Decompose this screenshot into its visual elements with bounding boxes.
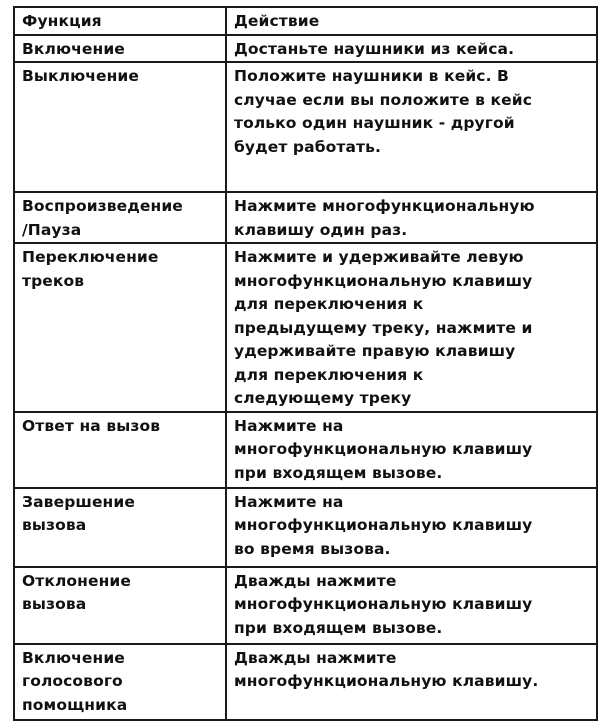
table-header-row bbox=[14, 7, 597, 35]
function-text: Завершение вызова bbox=[22, 492, 135, 534]
table-row bbox=[14, 35, 597, 63]
function-cell bbox=[14, 567, 226, 644]
function-cell bbox=[14, 243, 226, 412]
function-cell bbox=[14, 412, 226, 488]
headphone-functions-table bbox=[13, 6, 598, 721]
function-cell bbox=[14, 488, 226, 567]
function-text: Переключение треков bbox=[22, 248, 159, 290]
table-row bbox=[14, 412, 597, 488]
table-row bbox=[14, 488, 597, 567]
function-text: Включение голосового помощника bbox=[22, 648, 128, 714]
action-text: Нажмите и удерживайте левую многофункциональную клавишу для переключения к предыдущему треку, нажмите и удерживайте правую клавишу для переключения к следующему треку bbox=[234, 248, 533, 407]
action-cell bbox=[226, 243, 597, 412]
action-cell bbox=[226, 35, 597, 63]
table-row bbox=[14, 567, 597, 644]
function-cell bbox=[14, 35, 226, 63]
action-cell bbox=[226, 644, 597, 720]
function-text: Отклонение вызова bbox=[22, 571, 131, 613]
header-function bbox=[14, 7, 226, 35]
action-cell bbox=[226, 62, 597, 192]
table-row bbox=[14, 644, 597, 720]
function-table-container bbox=[13, 6, 596, 721]
table-row bbox=[14, 243, 597, 412]
function-cell bbox=[14, 62, 226, 192]
action-text: Положите наушники в кейс. В случае если вы положите в кейс только один наушник - другой будет работать. bbox=[234, 67, 533, 156]
function-text: Воспроизведение /Пауза bbox=[22, 197, 183, 239]
action-text: Дважды нажмите многофункциональную клавишу. bbox=[234, 648, 539, 690]
action-cell bbox=[226, 192, 597, 243]
header-action bbox=[226, 7, 597, 35]
table-row bbox=[14, 192, 597, 243]
action-text: Нажмите на многофункциональную клавишу при входящем вызове. bbox=[234, 416, 533, 482]
header-action-text: Действие bbox=[234, 12, 320, 30]
action-cell bbox=[226, 488, 597, 567]
action-cell bbox=[226, 567, 597, 644]
action-text: Дважды нажмите многофункциональную клавишу при входящем вызове. bbox=[234, 571, 533, 637]
action-text: Нажмите многофункциональную клавишу один раз. bbox=[234, 197, 535, 239]
function-text: Выключение bbox=[22, 67, 140, 85]
function-cell bbox=[14, 192, 226, 243]
action-text: Нажмите на многофункциональную клавишу во время вызова. bbox=[234, 492, 533, 558]
function-cell bbox=[14, 644, 226, 720]
header-function-text: Функция bbox=[22, 12, 102, 30]
table-row bbox=[14, 62, 597, 192]
action-cell bbox=[226, 412, 597, 488]
function-text: Ответ на вызов bbox=[22, 416, 161, 435]
function-text: Включение bbox=[22, 39, 125, 58]
action-text: Достаньте наушники из кейса. bbox=[234, 39, 515, 58]
